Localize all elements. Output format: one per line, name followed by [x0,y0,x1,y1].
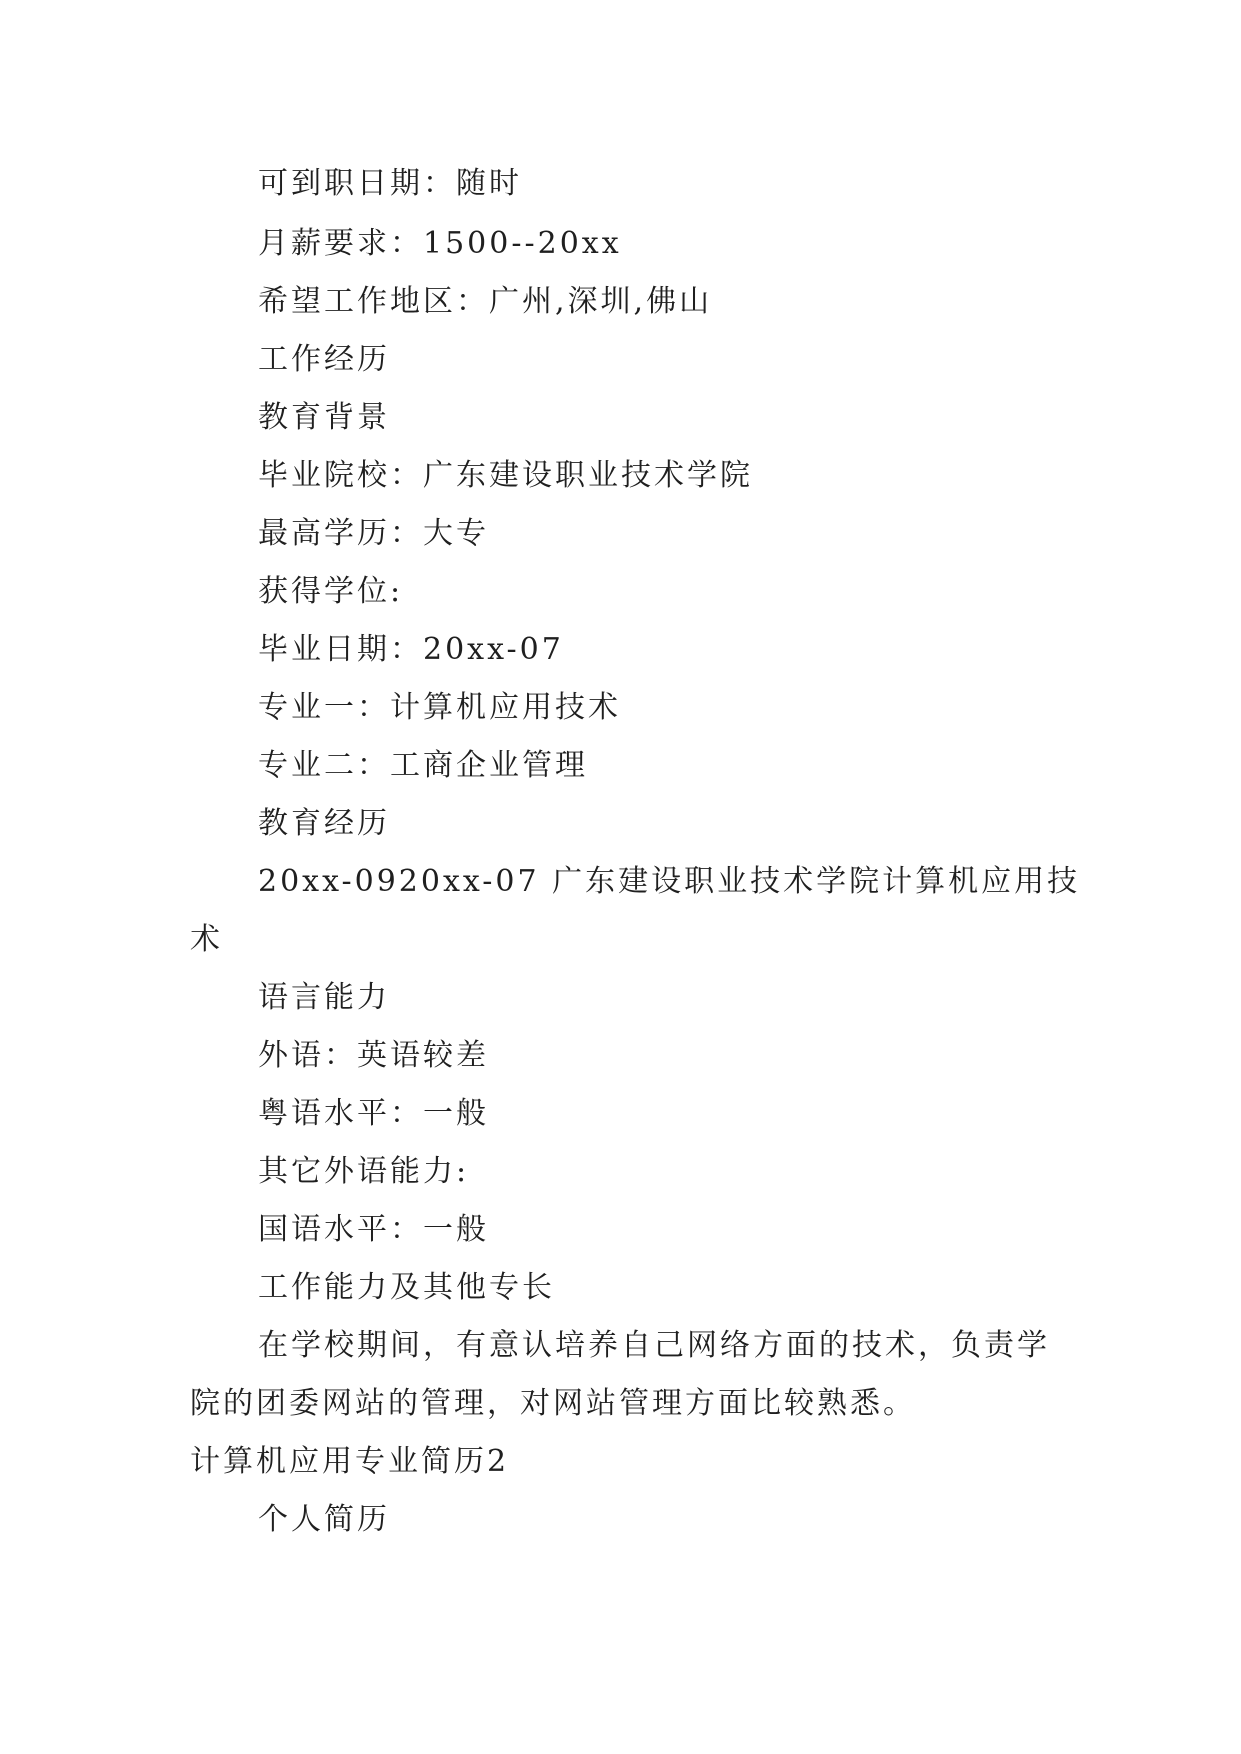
text-line: 毕业院校：广东建设职业技术学院 [258,458,753,493]
text-line: 院的团委网站的管理，对网站管理方面比较熟悉。 [190,1386,916,1421]
text-line: 粤语水平：一般 [258,1096,489,1131]
text-line: 专业二：工商企业管理 [258,748,588,783]
text-line: 工作能力及其他专长 [258,1270,555,1305]
text-line: 术 [190,922,223,957]
text-line: 在学校期间，有意认培养自己网络方面的技术，负责学 [258,1328,1050,1363]
text-line: 外语：英语较差 [258,1038,489,1073]
text-line: 语言能力 [258,980,390,1015]
text-line: 教育经历 [258,806,390,841]
text-line: 教育背景 [258,400,390,435]
text-line: 希望工作地区：广州,深圳,佛山 [258,284,713,319]
text-line: 其它外语能力: [258,1154,470,1189]
text-line: 可到职日期：随时 [258,166,522,201]
text-line: 月薪要求：1500--20xx [258,226,622,261]
text-line: 获得学位: [258,574,404,609]
text-line: 国语水平：一般 [258,1212,489,1247]
section-title: 计算机应用专业简历2 [190,1444,510,1479]
text-line: 个人简历 [258,1502,390,1537]
text-line: 最高学历：大专 [258,516,489,551]
text-line: 专业一：计算机应用技术 [258,690,621,725]
text-line: 20xx-0920xx-07 广东建设职业技术学院计算机应用技 [258,864,1081,899]
text-line: 工作经历 [258,342,390,377]
text-line: 毕业日期：20xx-07 [258,632,564,667]
